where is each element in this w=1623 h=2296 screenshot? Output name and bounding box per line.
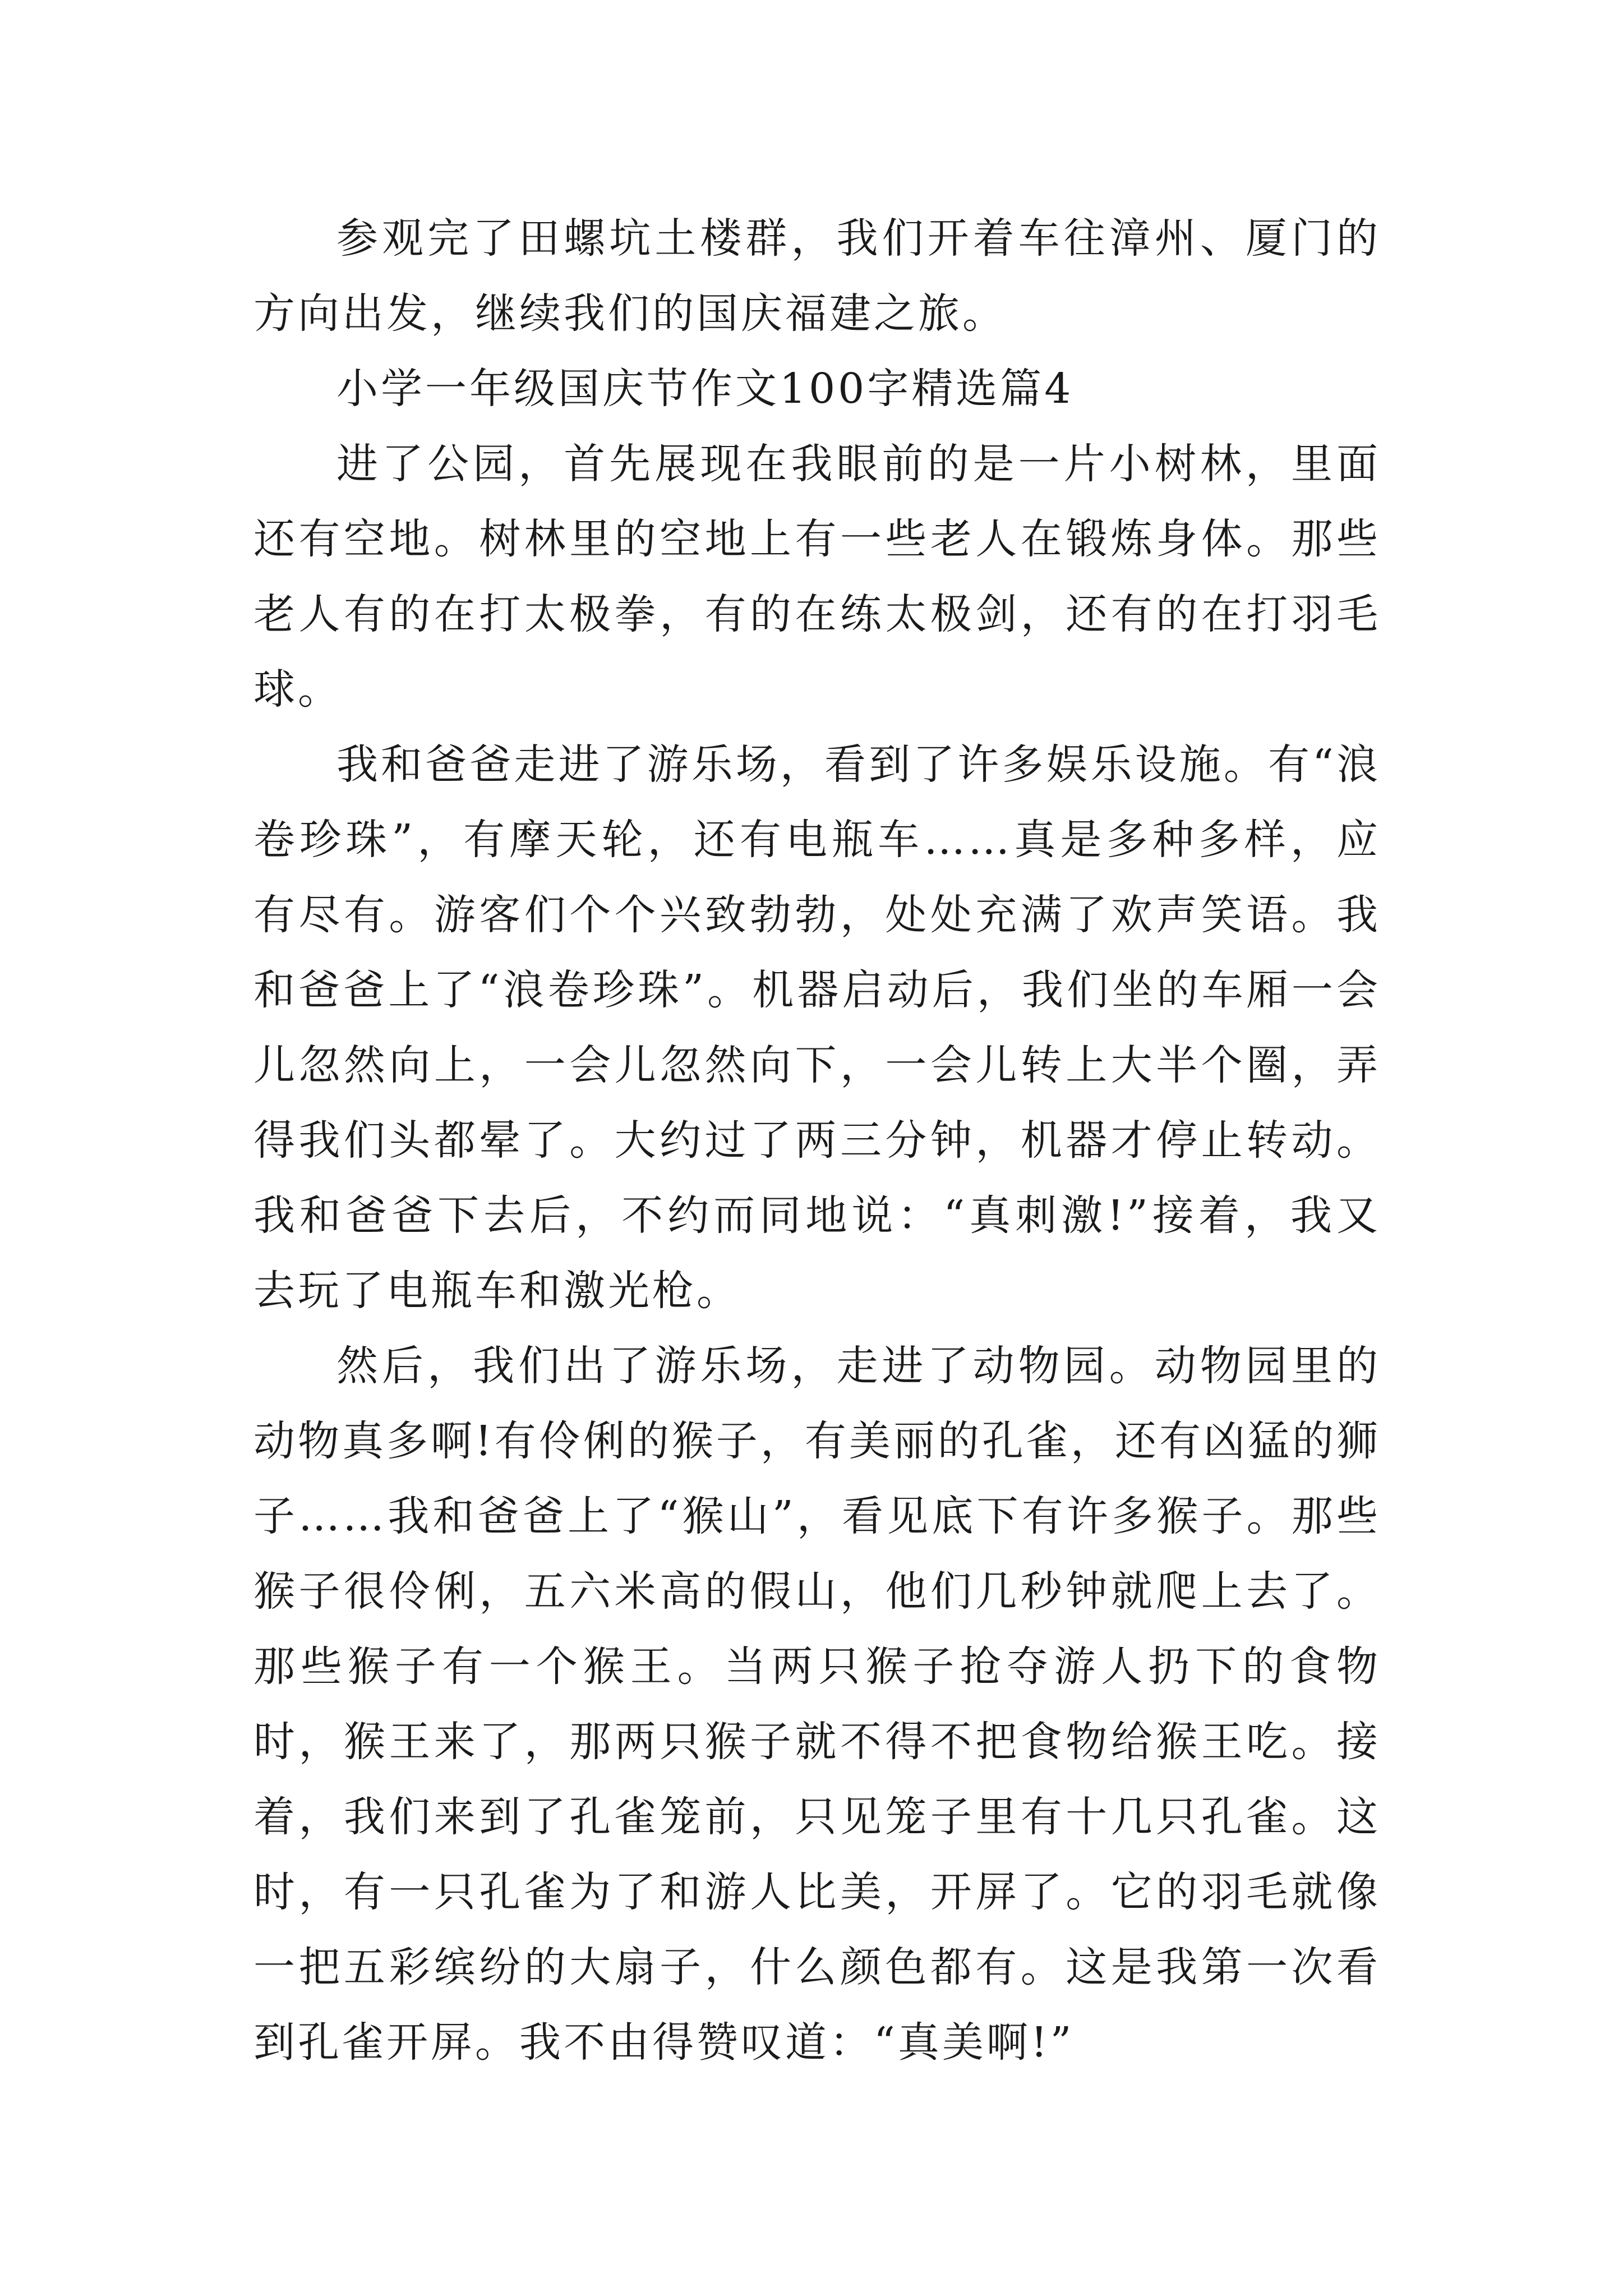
paragraph-zoo: 然后，我们出了游乐场，走进了动物园。动物园里的动物真多啊!有伶俐的猴子，有美丽的孔雀，还有凶猛的狮子……我和爸爸上了“猴山”，看见底下有许多猴子。那些猴子很伶俐，五六米高的假山，他们几秒钟就爬上去了。那些猴子有一个猴王。当两只猴子抢夺游人扔下的食物时，猴王来了，那两只猴子就不得不把食物给猴王吃。接着，我们来到了孔雀笼前，只见笼子里有十几只孔雀。这时，有一只孔雀为了和游人比美，开屏了。它的羽毛就像一把五彩缤纷的大扇子，什么颜色都有。这是我第一次看到孔雀开屏。我不由得赞叹道：“真美啊!” <box>253 1342 1381 2067</box>
paragraph-intro: 参观完了田螺坑土楼群，我们开着车往漳州、厦门的方向出发，继续我们的国庆福建之旅。 <box>253 214 1381 338</box>
document-body <box>253 201 1381 2080</box>
section-heading: 小学一年级国庆节作文100字精选篇4 <box>336 365 1074 413</box>
paragraph-amusement-park: 我和爸爸走进了游乐场，看到了许多娱乐设施。有“浪卷珍珠”，有摩天轮，还有电瓶车……真是多种多样，应有尽有。游客们个个兴致勃勃，处处充满了欢声笑语。我和爸爸上了“浪卷珍珠”。机器启动后，我们坐的车厢一会儿忽然向上，一会儿忽然向下，一会儿转上大半个圈，弄得我们头都晕了。大约过了两三分钟，机器才停止转动。我和爸爸下去后，不约而同地说：“真刺激!”接着，我又去玩了电瓶车和激光枪。 <box>253 740 1381 1315</box>
paragraph-park: 进了公园，首先展现在我眼前的是一片小树林，里面还有空地。树林里的空地上有一些老人在锻炼身体。那些老人有的在打太极拳，有的在练太极剑，还有的在打羽毛球。 <box>253 440 1381 714</box>
